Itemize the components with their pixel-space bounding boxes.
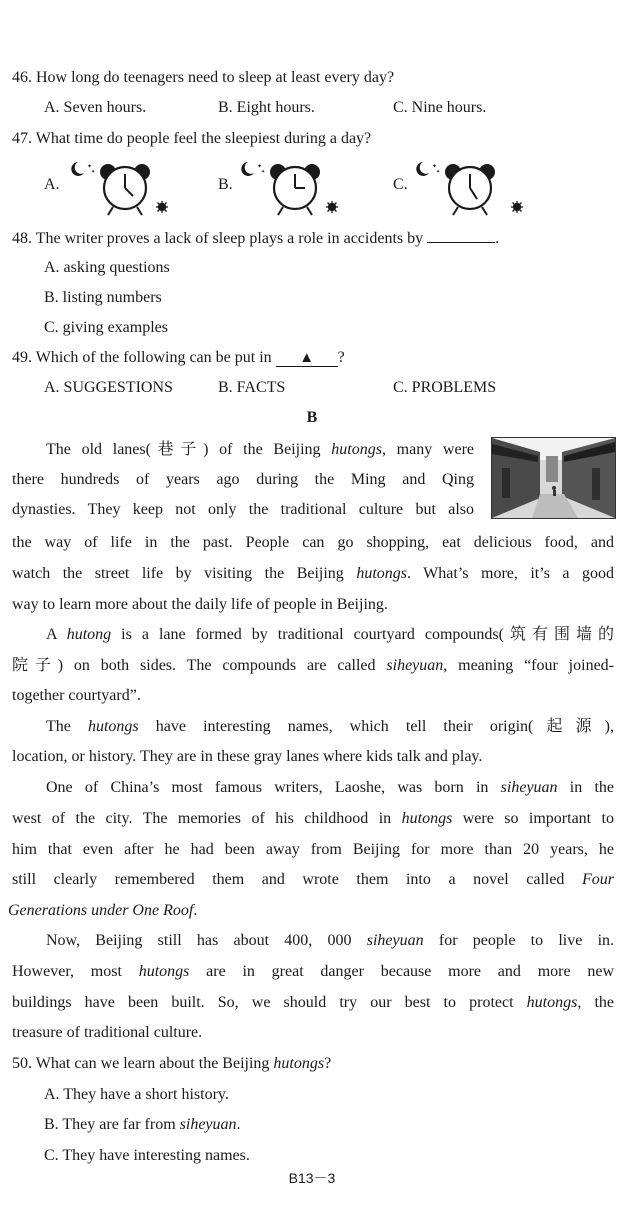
q47-option-c-label: C.	[393, 176, 408, 193]
passage-text: is a lane formed by traditional courtyard compounds(筑有围墙的	[121, 626, 615, 643]
clock-icon	[411, 158, 531, 218]
passage-text: Now, Beijing still has about 400, 000	[46, 932, 352, 949]
passage-italic: hutongs	[526, 994, 578, 1011]
triangle-blank: ▲	[276, 350, 338, 367]
q50-option-b-end: .	[236, 1116, 241, 1133]
passage-line	[12, 809, 614, 829]
q50-option-b-italic: siheyuan	[179, 1116, 237, 1133]
passage-italic: Four	[582, 871, 615, 888]
passage-line: there hundreds of years ago during the Ming and Qing	[12, 471, 474, 488]
passage-text: still clearly remembered them and wrote them into a novel called	[12, 871, 565, 888]
q50-question-italic: hutongs	[273, 1055, 325, 1072]
passage-text: have interesting names, which tell their origin(起源),	[155, 718, 615, 735]
q47-option-b	[218, 158, 358, 218]
passage-text: in the	[569, 779, 615, 796]
q49-question-end: ?	[337, 349, 345, 366]
q48-question-end: .	[495, 230, 500, 247]
q50-question-end: ?	[324, 1055, 332, 1072]
section-heading: B	[306, 409, 318, 426]
svg-text:✦: ✦	[257, 164, 263, 170]
svg-text:✦: ✦	[436, 170, 441, 175]
q50-question-text: 50. What can we learn about the Beijing	[12, 1055, 270, 1072]
passage-text: 院子) on both sides. The compounds are called	[12, 657, 376, 674]
passage-line	[12, 962, 614, 982]
q50-question	[12, 1054, 331, 1074]
passage-text: for people to live in.	[438, 932, 615, 949]
q47-option-a	[44, 158, 164, 218]
passage-italic: hutongs	[87, 718, 139, 735]
q49-question-text: 49. Which of the following can be put in	[12, 349, 272, 366]
passage-italic: siheyuan	[500, 779, 558, 796]
passage-line: him that even after he had been away from Beijing for more than 20 years, he	[12, 841, 614, 858]
q50-option-a: A. They have a short history.	[44, 1086, 229, 1103]
q48-option-a: A. asking questions	[44, 259, 170, 276]
q48-question-text: 48. The writer proves a lack of sleep plays a role in accidents by	[12, 230, 424, 247]
q49-option-c: C. PROBLEMS	[393, 379, 497, 396]
passage-line: the way of life in the past. People can go shopping, eat delicious food, and	[12, 534, 614, 551]
passage-line: together courtyard”.	[12, 687, 141, 704]
passage-line	[12, 870, 614, 890]
passage-text: . What’s more, it’s a good	[406, 565, 615, 582]
q49-option-a: A. SUGGESTIONS	[44, 379, 173, 396]
passage-italic: hutong	[66, 626, 112, 643]
passage-line	[46, 717, 614, 737]
passage-line	[8, 901, 197, 921]
q46-option-c: C. Nine hours.	[393, 99, 487, 116]
passage-line	[12, 564, 614, 584]
passage-italic: Generations under One Roof	[8, 902, 194, 919]
q48-option-b: B. listing numbers	[44, 289, 162, 306]
passage-line	[12, 656, 614, 676]
passage-text: .	[193, 902, 198, 919]
passage-line	[46, 778, 614, 798]
passage-italic: hutongs	[138, 963, 190, 980]
passage-italic: hutongs	[331, 441, 382, 458]
q48-option-c: C. giving examples	[44, 319, 168, 336]
passage-italic: siheyuan	[386, 657, 444, 674]
q48-question	[12, 228, 499, 249]
passage-line	[12, 993, 614, 1013]
passage-line	[46, 440, 474, 460]
q49-question	[12, 348, 345, 368]
svg-text:✦: ✦	[87, 164, 93, 170]
hutong-photo	[491, 437, 616, 519]
q47-option-a-label: A.	[44, 176, 60, 193]
passage-line: treasure of traditional culture.	[12, 1024, 203, 1041]
clock-icon	[236, 158, 356, 218]
hutong-image	[492, 438, 615, 518]
passage-line: location, or history. They are in these gray lanes where kids talk and play.	[12, 748, 483, 765]
passage-italic: hutongs	[356, 565, 407, 582]
passage-text: are in great danger because more and more new	[206, 963, 615, 980]
passage-italic: hutongs	[401, 810, 453, 827]
passage-line: way to learn more about the daily life of people in Beijing.	[12, 596, 388, 613]
q47-option-c	[393, 158, 533, 218]
passage-text: west of the city. The memories of his childhood in	[12, 810, 392, 827]
passage-line	[46, 931, 614, 951]
passage-text: The old lanes(巷子) of the Beijing	[46, 441, 321, 458]
svg-text:✦: ✦	[91, 170, 96, 175]
passage-line: dynasties. They keep not only the traditional culture but also	[12, 501, 474, 518]
passage-italic: siheyuan	[366, 932, 424, 949]
passage-text: , meaning “four joined-	[443, 657, 614, 674]
passage-text: , the	[577, 994, 615, 1011]
q46-option-b: B. Eight hours.	[218, 99, 315, 116]
clock-icon	[66, 158, 186, 218]
q50-option-b-text: B. They are far from	[44, 1116, 176, 1133]
q47-option-b-label: B.	[218, 176, 233, 193]
answer-blank	[427, 228, 495, 243]
passage-line	[46, 625, 614, 645]
q46-question: 46. How long do teenagers need to sleep at least every day?	[12, 69, 395, 86]
q47-question: 47. What time do people feel the sleepiest during a day?	[12, 130, 372, 147]
q46-option-a: A. Seven hours.	[44, 99, 147, 116]
passage-text: A	[46, 626, 57, 643]
passage-text: buildings have been built. So, we should try our best to protect	[12, 994, 514, 1011]
svg-text:✦: ✦	[432, 164, 438, 170]
svg-text:✦: ✦	[261, 170, 266, 175]
page-number: B13－3	[288, 1170, 336, 1186]
passage-text: , many were	[381, 441, 474, 458]
passage-text: However, most	[12, 963, 122, 980]
passage-text: watch the street life by visiting the Beijing	[12, 565, 344, 582]
q49-option-b: B. FACTS	[218, 379, 286, 396]
q50-option-c: C. They have interesting names.	[44, 1147, 250, 1164]
passage-text: The	[46, 718, 71, 735]
passage-text: One of China’s most famous writers, Laoshe, was born in	[46, 779, 489, 796]
q50-option-b	[44, 1115, 241, 1135]
passage-text: were so important to	[462, 810, 615, 827]
